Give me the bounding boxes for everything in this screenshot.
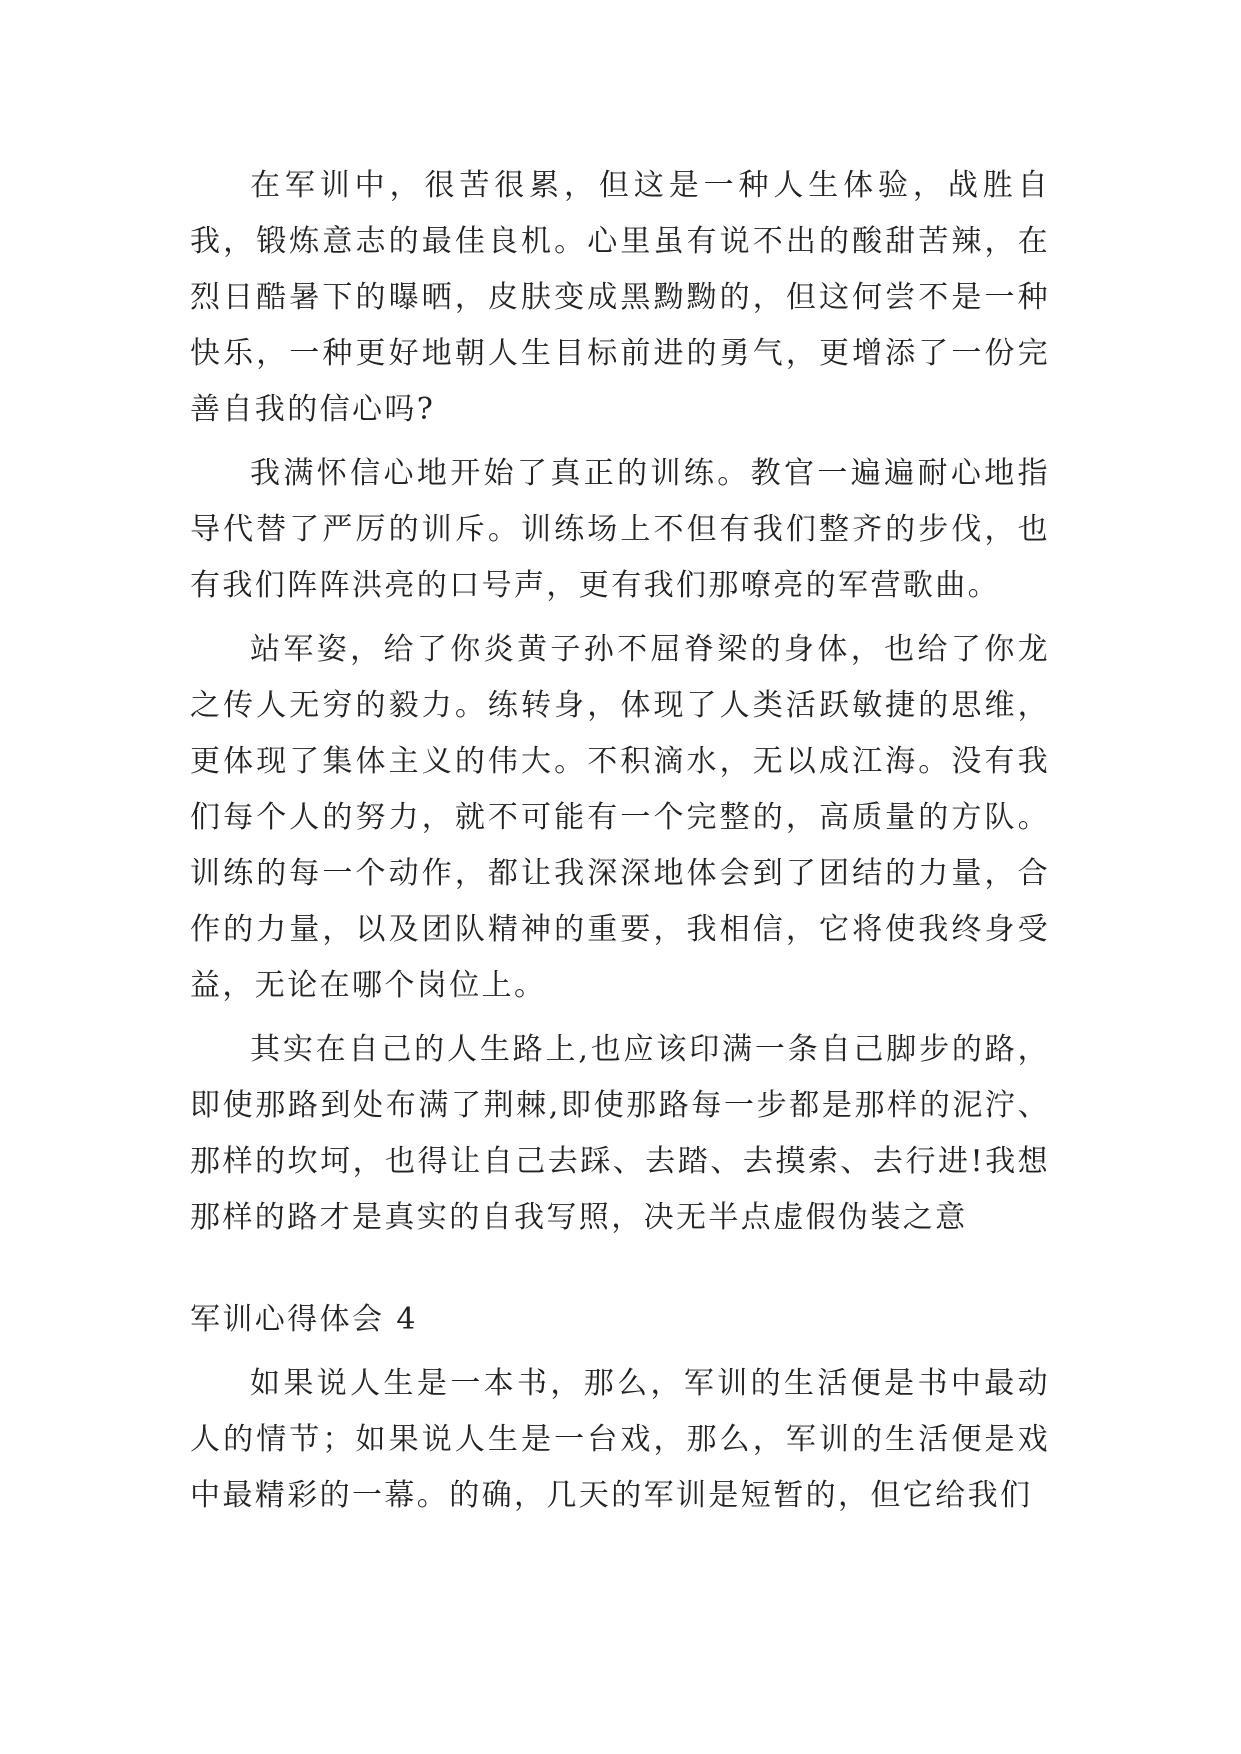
paragraph-spacer xyxy=(190,1014,1050,1022)
paragraph-5: 如果说人生是一本书，那么，军训的生活便是书中最动人的情节；如果说人生是一台戏，那么，军训的生活便是戏中最精彩的一幕。的确，几天的军训是短暂的，但它给我们 xyxy=(190,1366,1050,1513)
paragraph-spacer xyxy=(190,1348,1050,1356)
section-heading: 军训心得体会 4 xyxy=(190,1302,418,1337)
paragraph-4: 其实在自己的人生路上,也应该印满一条自己脚步的路，即使那路到处布满了荆棘,即使那路每一步都是那样的泥泞、那样的坎坷，也得让自己去踩、去踏、去摸索、去行进!我想那样的路才是真实的自我写照，决无半点虚假伪装之意 xyxy=(190,1032,1050,1235)
paragraph-spacer xyxy=(190,438,1050,446)
paragraph-1: 在军训中，很苦很累，但这是一种人生体验，战胜自我，锻炼意志的最佳良机。心里虽有说不出的酸甜苦辣，在烈日酷暑下的曝晒，皮肤变成黑黝黝的，但这何尝不是一种快乐，一种更好地朝人生目标前进的勇气，更增添了一份完善自我的信心吗? xyxy=(190,168,1050,427)
paragraph-spacer xyxy=(190,614,1050,622)
section-spacer xyxy=(190,1246,1050,1292)
paragraph-3: 站军姿，给了你炎黄子孙不屈脊梁的身体，也给了你龙之传人无穷的毅力。练转身，体现了人类活跃敏捷的思维，更体现了集体主义的伟大。不积滴水，无以成江海。没有我们每个人的努力，就不可能有一个完整的，高质量的方队。训练的每一个动作，都让我深深地体会到了团结的力量，合作的力量，以及团队精神的重要，我相信，它将使我终身受益，无论在哪个岗位上。 xyxy=(190,632,1050,1003)
document-body xyxy=(190,158,1050,1524)
paragraph-2: 我满怀信心地开始了真正的训练。教官一遍遍耐心地指导代替了严厉的训斥。训练场上不但有我们整齐的步伐，也有我们阵阵洪亮的口号声，更有我们那嘹亮的军营歌曲。 xyxy=(190,456,1050,603)
